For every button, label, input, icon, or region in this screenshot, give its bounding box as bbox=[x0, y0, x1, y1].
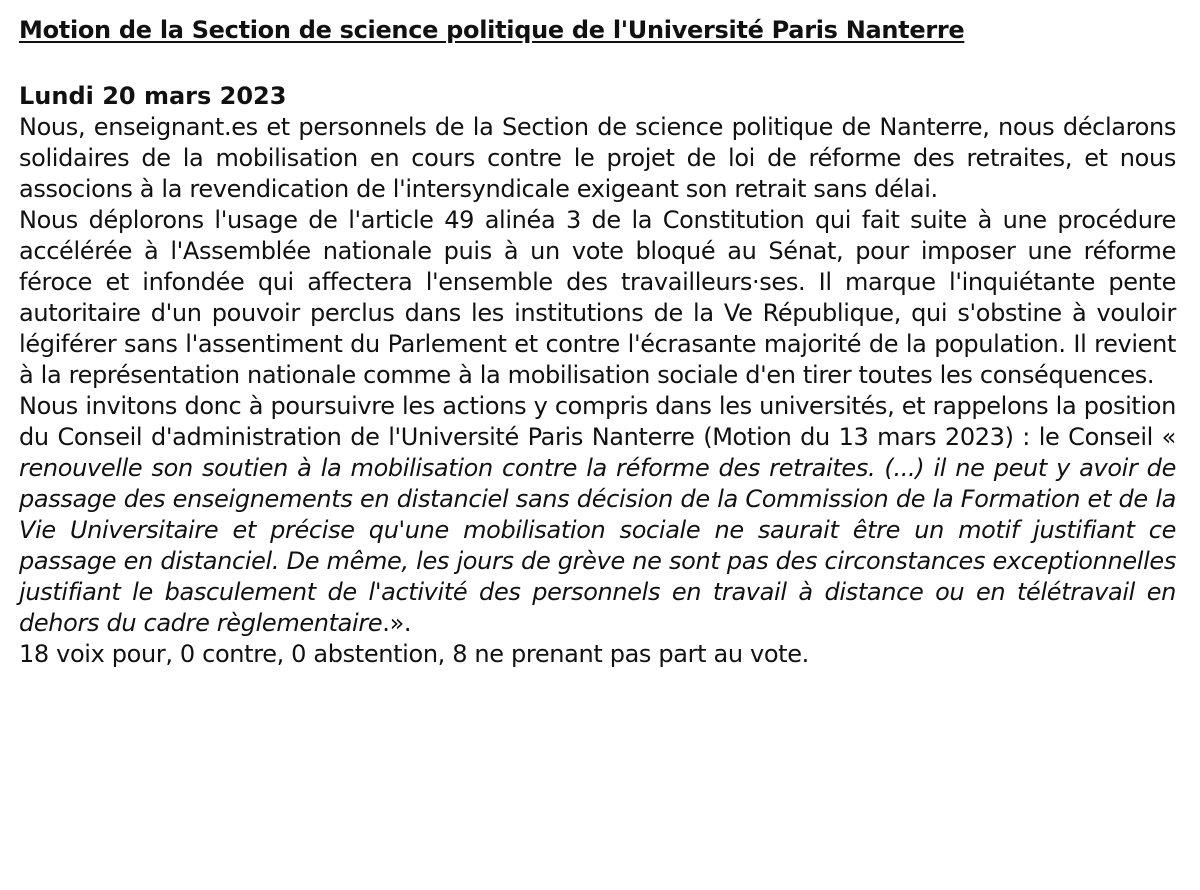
council-motion-intro: Nous invitons donc à poursuivre les actions y compris dans les universités, et rappelons la position du Conseil d'administration de l'Université Paris Nanterre (Motion du 13 mars 2023) : le Conseil « bbox=[19, 392, 1176, 451]
document-body bbox=[19, 14, 1176, 670]
document-title: Motion de la Section de science politique de l'Université Paris Nanterre bbox=[19, 16, 965, 44]
paragraph-council-motion bbox=[19, 391, 1176, 639]
paragraph-solidarity: Nous, enseignant.es et personnels de la Section de science politique de Nanterre, nous déclarons solidaires de la mobilisation en cours contre le projet de loi de réforme des retraites, et nous associons à la revendication de l'intersyndicale exigeant son retrait sans délai. bbox=[19, 113, 1176, 203]
vote-result: 18 voix pour, 0 contre, 0 abstention, 8 ne prenant pas part au vote. bbox=[19, 640, 809, 668]
council-motion-end: .». bbox=[382, 609, 412, 637]
council-motion-quote: renouvelle son soutien à la mobilisation contre la réforme des retraites. (...) il ne peut y avoir de passage des enseignements en distanciel sans décision de la Commission de la Formation et de la Vie Universitaire et précise qu'une mobilisation sociale ne saurait être un motif justifiant ce passage en distanciel. De même, les jours de grève ne sont pas des circonstances exceptionnelles justifiant le basculement de l'activité des personnels en travail à distance ou en télétravail en dehors du cadre règlementaire bbox=[19, 454, 1176, 637]
paragraph-article-49-3: Nous déplorons l'usage de l'article 49 alinéa 3 de la Constitution qui fait suite à une procédure accélérée à l'Assemblée nationale puis à un vote bloqué au Sénat, pour imposer une réforme féroce et infondée qui affectera l'ensemble des travailleurs·ses. Il marque l'inquiétante pente autoritaire d'un pouvoir perclus dans les institutions de la Ve République, qui s'obstine à vouloir légiférer sans l'assentiment du Parlement et contre l'écrasante majorité de la population. Il revient à la représentation nationale comme à la mobilisation sociale d'en tirer toutes les conséquences. bbox=[19, 206, 1176, 389]
document-date: Lundi 20 mars 2023 bbox=[19, 82, 287, 110]
